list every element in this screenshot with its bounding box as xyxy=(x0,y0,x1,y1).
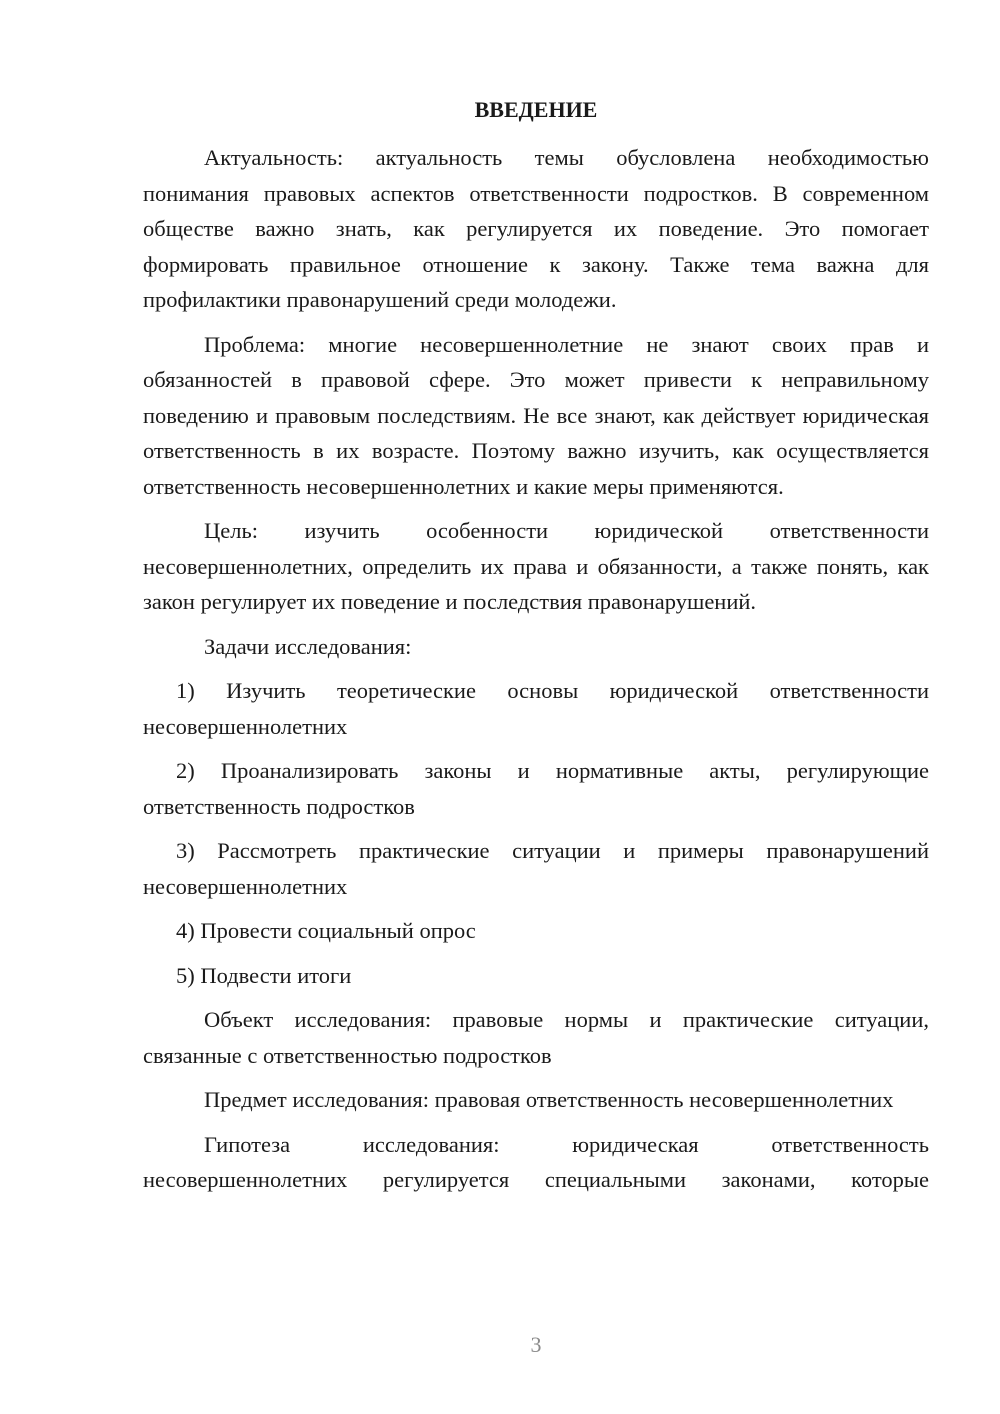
hypothesis-paragraph: Гипотеза исследования: юридическая ответственность несовершеннолетних регулируется специальными законами, которые xyxy=(143,1131,929,1192)
task-item-3: 3) Рассмотреть практические ситуации и примеры правонарушений несовершеннолетних xyxy=(143,838,929,899)
page-title: ВВЕДЕНИЕ xyxy=(474,97,598,122)
problem-paragraph: Проблема: многие несовершеннолетние не знают своих прав и обязанностей в правовой сфере. Это может привести к неправильному поведению и правовым последствиям. Не все знают, как действует юридическая ответственность в их возрасте. Поэтому важно изучить, как осуществляется ответственность несовершеннолетних и какие меры применяются. xyxy=(143,331,929,499)
task-item-4: 4) Провести социальный опрос xyxy=(176,918,476,943)
tasks-heading: Задачи исследования: xyxy=(204,633,412,659)
page-number: 3 xyxy=(530,1332,542,1357)
goal-paragraph: Цель: изучить особенности юридической ответственности несовершеннолетних, определить их права и обязанности, а также понять, как закон регулирует их поведение и последствия правонарушений. xyxy=(143,518,929,614)
relevance-paragraph: Актуальность: актуальность темы обусловлена необходимостью понимания правовых аспектов ответственности подростков. В современном обществе важно знать, как регулируется их поведение. Это помогает формировать правильное отношение к закону. Также тема важна для профилактики правонарушений среди молодежи. xyxy=(143,145,929,312)
object-paragraph: Объект исследования: правовые нормы и практические ситуации, связанные с ответственностью подростков xyxy=(143,1007,929,1068)
task-item-5: 5) Подвести итоги xyxy=(176,962,352,988)
task-item-1: 1) Изучить теоретические основы юридической ответственности несовершеннолетних xyxy=(143,678,929,739)
subject-paragraph: Предмет исследования: правовая ответственность несовершеннолетних xyxy=(204,1087,894,1112)
task-item-2: 2) Проанализировать законы и нормативные акты, регулирующие ответственность подростков xyxy=(143,758,929,819)
page-content xyxy=(143,92,929,1198)
